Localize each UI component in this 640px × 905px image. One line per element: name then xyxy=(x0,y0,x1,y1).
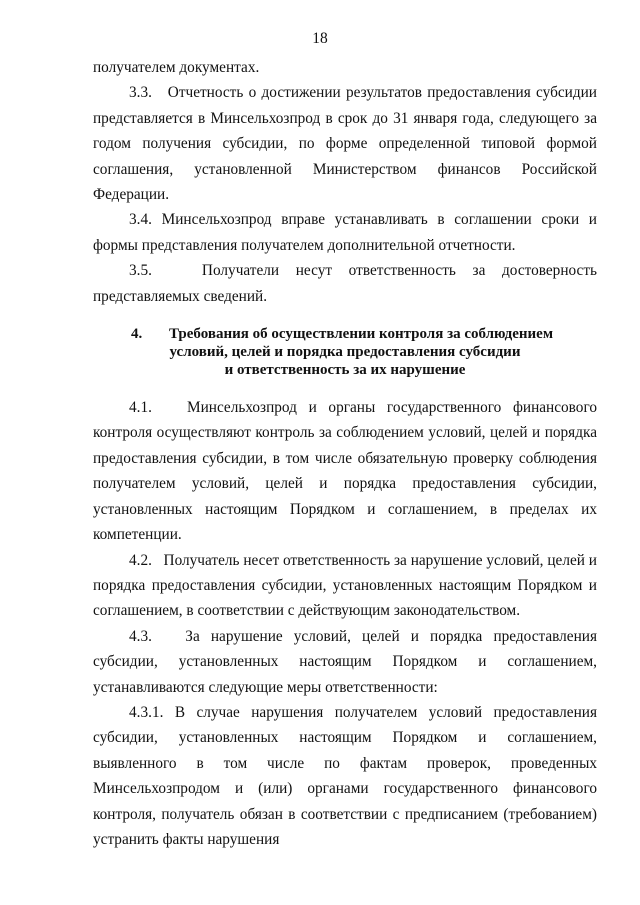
spacer xyxy=(93,309,597,325)
paragraph-3-5: 3.5. Получатели несут ответственность за достоверность представляемых сведений. xyxy=(93,262,597,305)
page-number: 18 xyxy=(312,30,328,47)
paragraph-4-2: 4.2. Получатель несет ответственность за нарушение условий, целей и порядка предоставления субсидии, установленных настоящим Порядком и соглашением, в соответствии с действующим законодательством. xyxy=(93,551,597,620)
document-body xyxy=(93,55,597,852)
section-4-heading-line-1 xyxy=(93,325,597,343)
paragraph-4-3: 4.3. За нарушение условий, целей и порядка предоставления субсидии, установленных настоящим Порядком и соглашением, устанавливаются следующие меры ответственности: xyxy=(93,627,597,696)
section-4-title-line-1: Требования об осуществлении контроля за соблюдением xyxy=(169,326,554,343)
section-4-title-line-2: условий, целей и порядка предоставления субсидии xyxy=(169,344,521,361)
paragraph-continuation: получателем документах. xyxy=(93,59,260,76)
paragraph-3-4: 3.4. Минсельхозпрод вправе устанавливать в соглашении сроки и формы представления получателем дополнительной отчетности. xyxy=(93,211,597,254)
section-4-heading xyxy=(93,325,597,379)
paragraph-3-3: 3.3. Отчетность о достижении результатов предоставления субсидии представляется в Минсельхозпрод в срок до 31 января года, следующего за годом получения субсидии, по форме определенной типовой формой соглашения, установленной Министерством финансов Российской Федерации. xyxy=(93,84,597,204)
spacer xyxy=(93,379,597,395)
paragraph-4-1: 4.1. Минсельхозпрод и органы государственного финансового контроля осуществляют контроль за соблюдением условий, целей и порядка предоставления субсидии, в том числе обязательную проверку соблюдения получателем условий, целей и порядка предоставления субсидии, установленных настоящим Порядком и соглашением, в пределах их компетенции. xyxy=(93,399,597,544)
paragraph-4-3-1: 4.3.1. В случае нарушения получателем условий предоставления субсидии, установленных настоящим Порядком и соглашением, выявленного в том числе по фактам проверок, проведенных Минсельхозпродом и (или) органами государственного финансового контроля, получатель обязан в соответствии с предписанием (требованием) устранить факты нарушения xyxy=(93,703,597,848)
section-4-number: 4. xyxy=(131,326,143,343)
section-4-title-line-3: и ответственность за их нарушение xyxy=(224,362,466,379)
